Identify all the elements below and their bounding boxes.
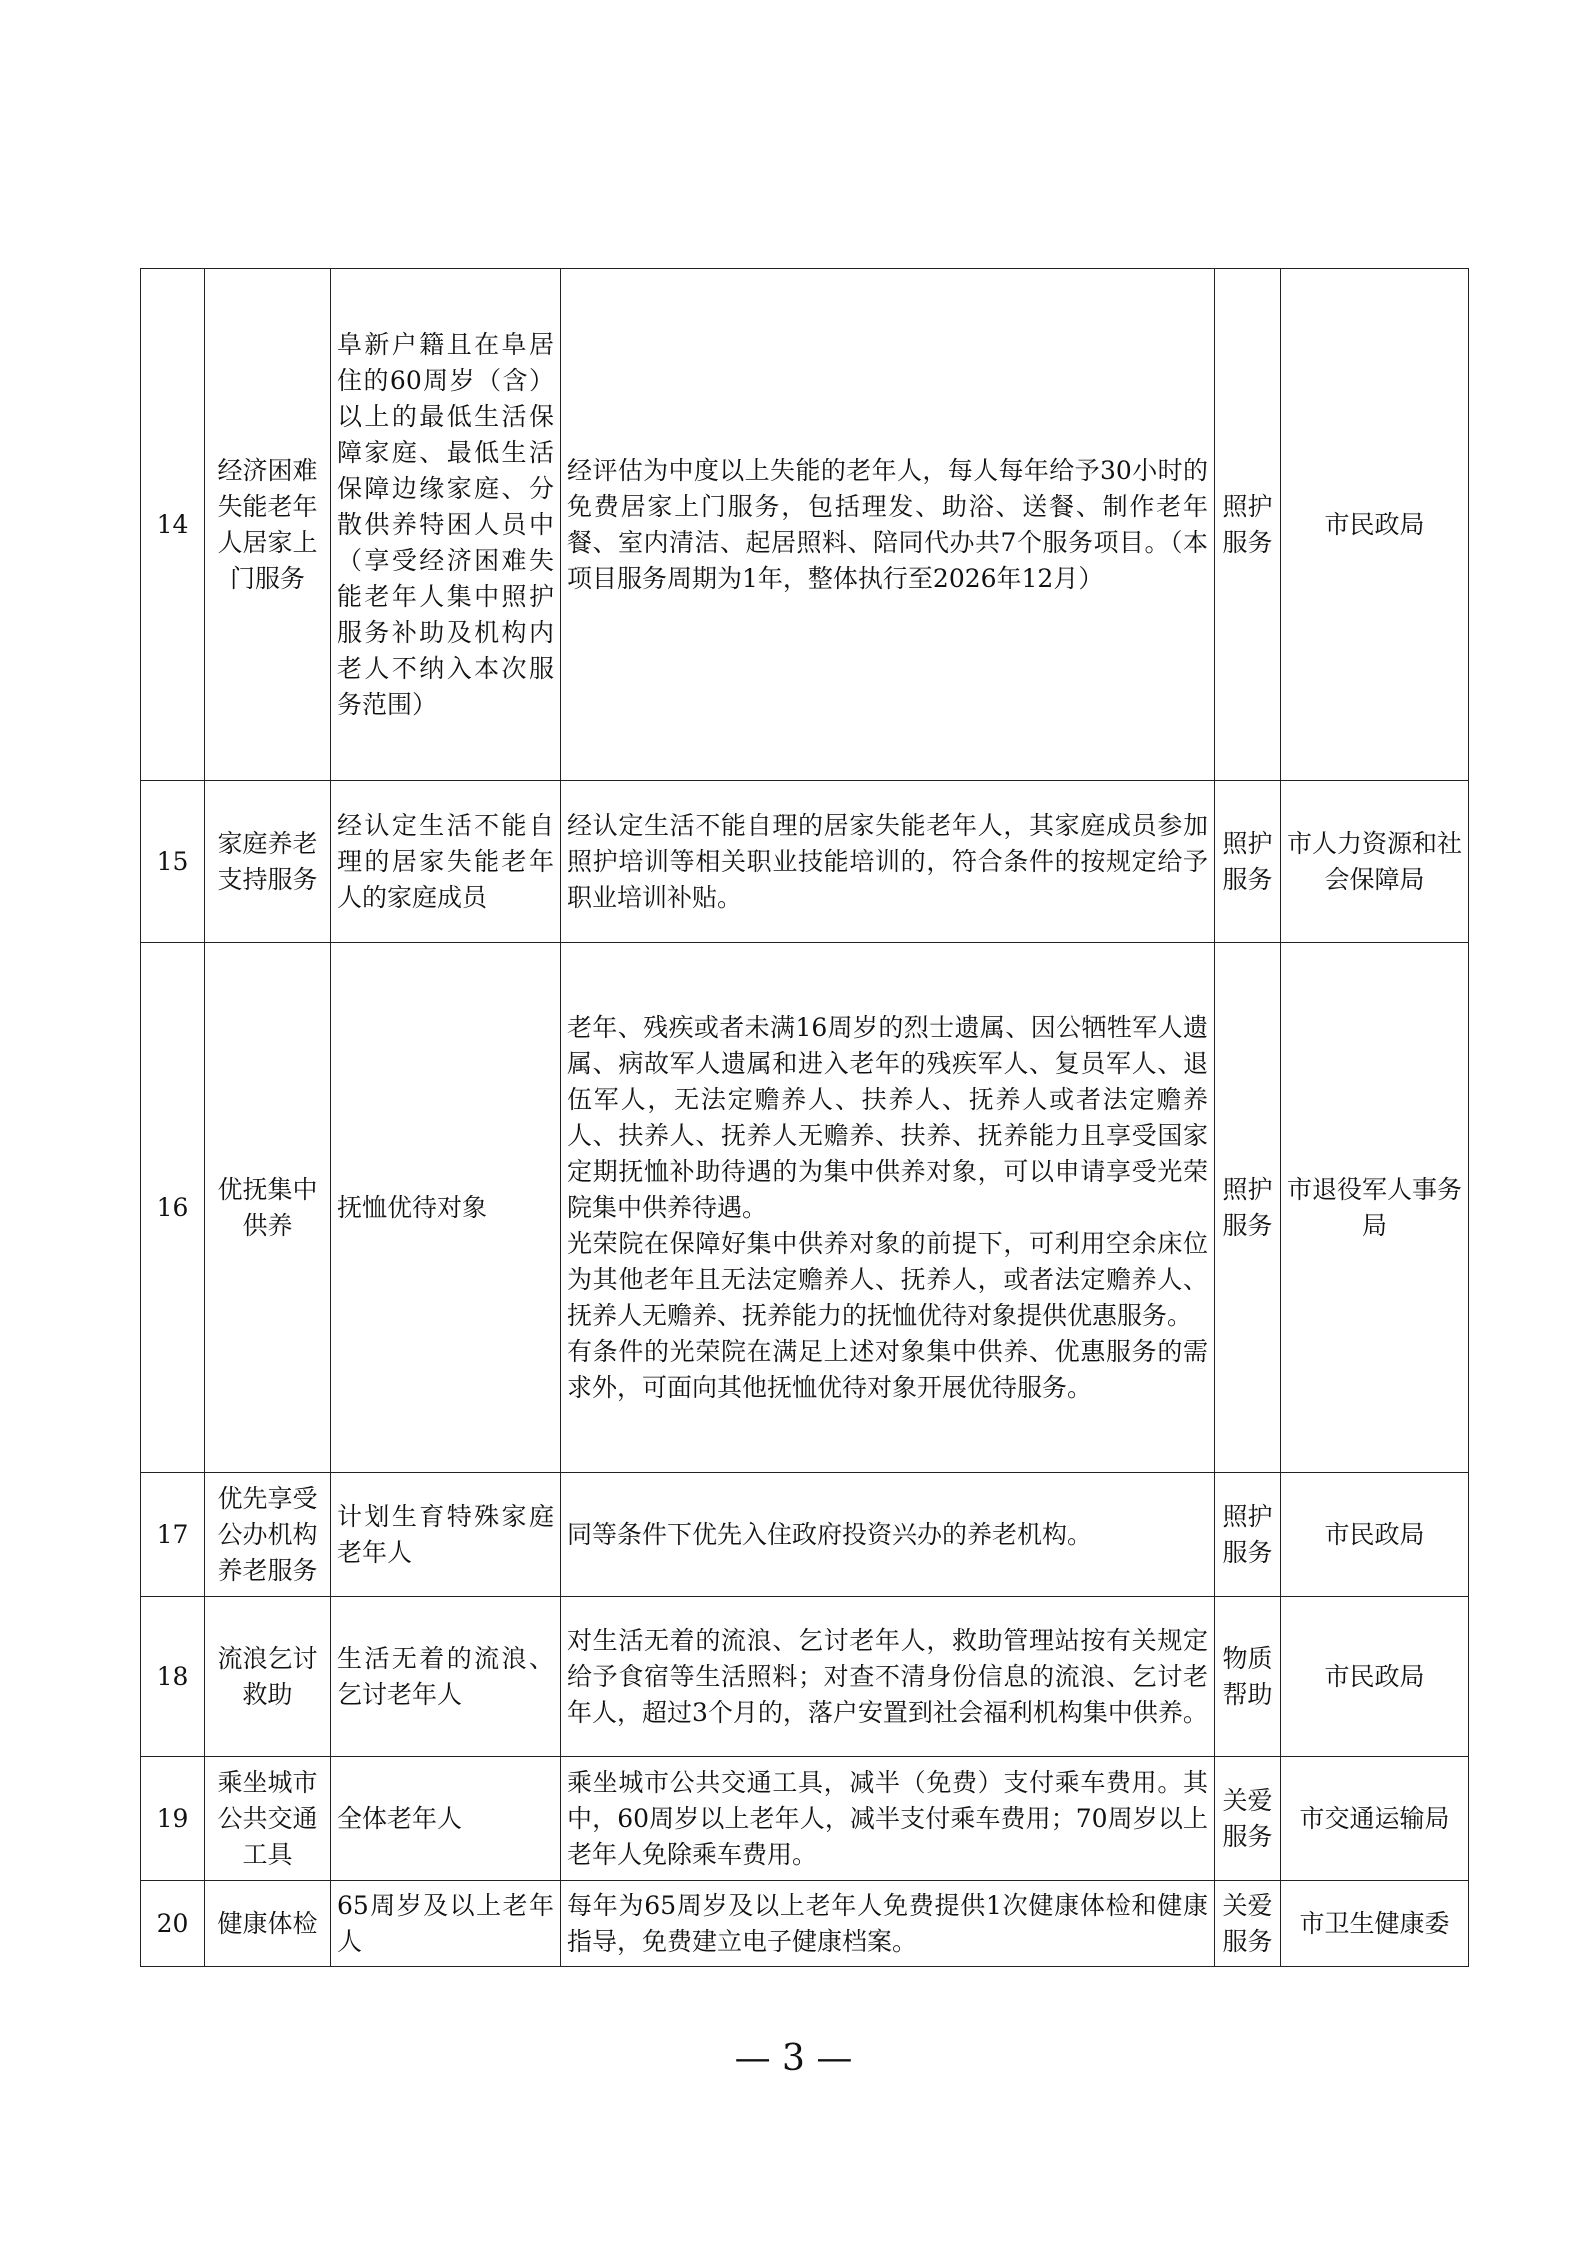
page-number: — 3 — bbox=[734, 2038, 853, 2079]
service-name: 优先享受公办机构养老服务 bbox=[205, 1473, 331, 1597]
service-name: 乘坐城市公共交通工具 bbox=[205, 1757, 331, 1881]
responsible-dept: 市交通运输局 bbox=[1281, 1757, 1469, 1881]
service-target: 全体老年人 bbox=[331, 1757, 561, 1881]
service-content: 老年、残疾或者未满16周岁的烈士遗属、因公牺牲军人遗属、病故军人遗属和进入老年的残疾军人、复员军人、退伍军人，无法定赡养人、扶养人、抚养人或者法定赡养人、扶养人、抚养人无赡养、扶养、抚养能力且享受国家定期抚恤补助待遇的为集中供养对象，可以申请享受光荣院集中供养待遇。 bbox=[567, 1012, 1208, 1222]
service-type: 照护服务 bbox=[1215, 1473, 1281, 1597]
row-number: 19 bbox=[141, 1757, 205, 1881]
service-target: 65周岁及以上老年人 bbox=[331, 1881, 561, 1967]
service-name: 流浪乞讨救助 bbox=[205, 1597, 331, 1757]
responsible-dept: 市退役军人事务局 bbox=[1281, 943, 1469, 1473]
service-content: 乘坐城市公共交通工具，减半（免费）支付乘车费用。其中，60周岁以上老年人，减半支付乘车费用；70周岁以上老年人免除乘车费用。 bbox=[561, 1757, 1215, 1881]
service-type: 关爱服务 bbox=[1215, 1757, 1281, 1881]
service-content: 每年为65周岁及以上老年人免费提供1次健康体检和健康指导，免费建立电子健康档案。 bbox=[561, 1881, 1215, 1967]
service-target: 经认定生活不能自理的居家失能老年人的家庭成员 bbox=[331, 781, 561, 943]
service-target: 阜新户籍且在阜居住的60周岁（含）以上的最低生活保障家庭、最低生活保障边缘家庭、分散供养特困人员中（享受经济困难失能老年人集中照护服务补助及机构内老人不纳入本次服务范围） bbox=[331, 269, 561, 781]
service-target: 抚恤优待对象 bbox=[331, 943, 561, 1473]
responsible-dept: 市民政局 bbox=[1281, 269, 1469, 781]
row-number: 15 bbox=[141, 781, 205, 943]
service-name: 经济困难失能老年人居家上门服务 bbox=[205, 269, 331, 781]
responsible-dept: 市人力资源和社会保障局 bbox=[1281, 781, 1469, 943]
services-table bbox=[140, 268, 1469, 1967]
service-content: 经评估为中度以上失能的老年人，每人每年给予30小时的免费居家上门服务，包括理发、助浴、送餐、制作老年餐、室内清洁、起居照料、陪同代办共7个服务项目。（本项目服务周期为1年，整体执行至2026年12月） bbox=[561, 269, 1215, 781]
table-row bbox=[141, 781, 1469, 943]
service-type: 照护服务 bbox=[1215, 943, 1281, 1473]
service-type: 照护服务 bbox=[1215, 269, 1281, 781]
responsible-dept: 市卫生健康委 bbox=[1281, 1881, 1469, 1967]
service-type: 物质帮助 bbox=[1215, 1597, 1281, 1757]
service-name: 家庭养老支持服务 bbox=[205, 781, 331, 943]
service-name: 优抚集中供养 bbox=[205, 943, 331, 1473]
table-row bbox=[141, 1881, 1469, 1967]
row-number: 18 bbox=[141, 1597, 205, 1757]
service-content-group bbox=[561, 943, 1215, 1473]
responsible-dept: 市民政局 bbox=[1281, 1473, 1469, 1597]
table-row bbox=[141, 1597, 1469, 1757]
service-content: 同等条件下优先入住政府投资兴办的养老机构。 bbox=[561, 1473, 1215, 1597]
row-number: 14 bbox=[141, 269, 205, 781]
row-number: 20 bbox=[141, 1881, 205, 1967]
service-content-3: 有条件的光荣院在满足上述对象集中供养、优惠服务的需求外，可面向其他抚恤优待对象开展优待服务。 bbox=[567, 1336, 1208, 1402]
row-number: 16 bbox=[141, 943, 205, 1473]
service-target: 计划生育特殊家庭老年人 bbox=[331, 1473, 561, 1597]
service-name: 健康体检 bbox=[205, 1881, 331, 1967]
service-type: 关爱服务 bbox=[1215, 1881, 1281, 1967]
table-row bbox=[141, 269, 1469, 781]
responsible-dept: 市民政局 bbox=[1281, 1597, 1469, 1757]
table-row bbox=[141, 1757, 1469, 1881]
service-content: 经认定生活不能自理的居家失能老年人，其家庭成员参加照护培训等相关职业技能培训的，符合条件的按规定给予职业培训补贴。 bbox=[561, 781, 1215, 943]
service-target: 生活无着的流浪、乞讨老年人 bbox=[331, 1597, 561, 1757]
table-row bbox=[141, 1473, 1469, 1597]
service-content-2: 光荣院在保障好集中供养对象的前提下，可利用空余床位为其他老年且无法定赡养人、抚养人，或者法定赡养人、抚养人无赡养、抚养能力的抚恤优待对象提供优惠服务。 bbox=[567, 1228, 1208, 1330]
service-type: 照护服务 bbox=[1215, 781, 1281, 943]
table-row bbox=[141, 943, 1469, 1473]
row-number: 17 bbox=[141, 1473, 205, 1597]
service-content: 对生活无着的流浪、乞讨老年人，救助管理站按有关规定给予食宿等生活照料；对查不清身份信息的流浪、乞讨老年人，超过3个月的，落户安置到社会福利机构集中供养。 bbox=[561, 1597, 1215, 1757]
